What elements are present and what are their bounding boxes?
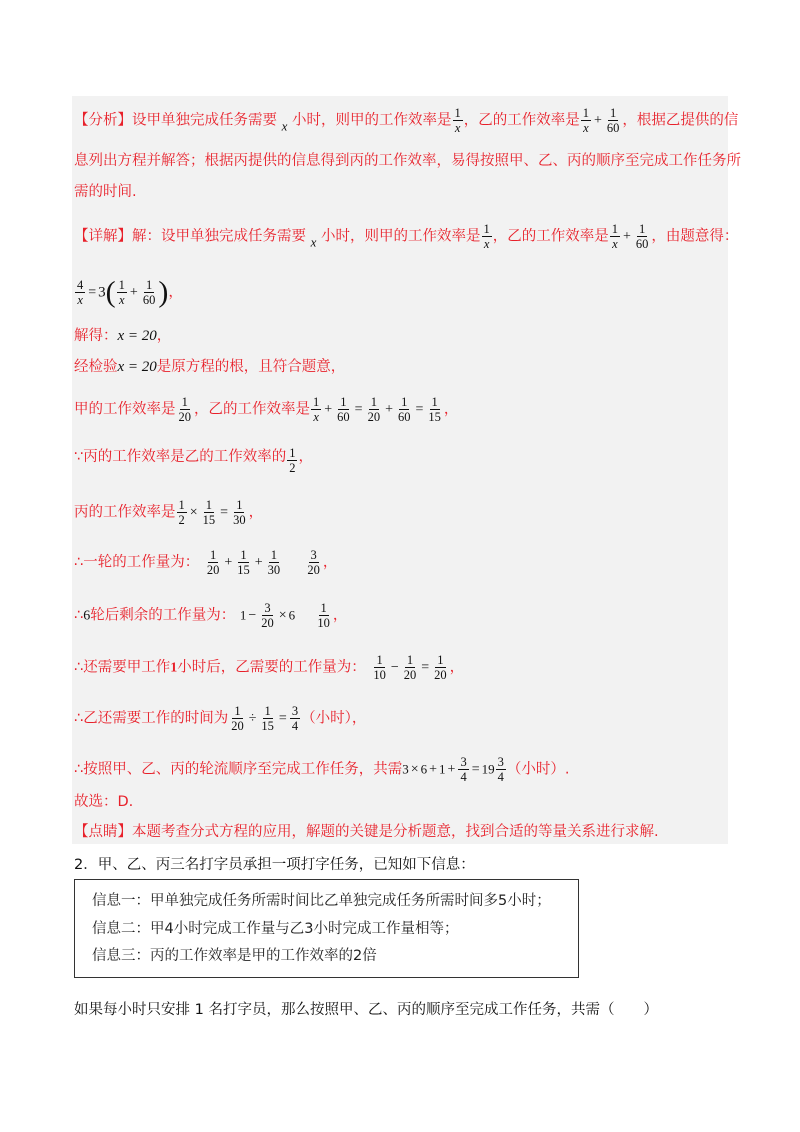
detail-text: ，由题意得： [651,228,739,245]
six-rounds-line: ∴6轮后剩余的工作量为： 1 − $\frac{3}{20}$ × 6 $\frac{1}{10}$ ， [74,601,348,630]
info-3: 信息三：丙的工作效率是甲的工作效率的2倍 [92,948,377,964]
analysis-text: 设甲单独完成任务需要 [132,112,277,129]
need-text: ∴还需要甲工作 [74,659,171,676]
fraction-1-over-x: $\frac{1}{x}$ [454,106,461,135]
round-line: ∴一轮的工作量为： $\frac{1}{20}$ + $\frac{1}{15}$ + $\frac{1}{30}$ $\frac{3}{20}$ ， [74,548,338,577]
because-text: ∵丙的工作效率是乙的工作效率的 [74,449,287,465]
six: 6 [83,608,91,624]
fraction-1-over-60: $\frac{1}{60}$ [142,278,156,307]
detail-line-1: 【详解】解：设甲单独完成任务需要 x 小时，则甲的工作效率是 $\frac{1}{x}$ ，乙的工作效率是 $\frac{1}{x}$ + $\frac{1}{60}$ ，由题意得： [74,222,739,251]
fraction-1-over-15: $\frac{1}{15}$ [428,395,441,424]
total-text: ∴按照甲、乙、丙的轮流顺序至完成工作任务，共需 [74,761,403,778]
solve-line [74,326,171,346]
point-line [74,822,659,842]
fraction-3-over-4: $\frac{3}{4}$ [291,704,299,733]
analysis-line-2: 息列出方程并解答；根据丙提供的信息得到丙的工作效率，易得按照甲、乙、丙的顺序至完成工作任务所 [74,153,741,169]
var-x: x [281,118,288,134]
fraction-1-over-20: $\frac{1}{20}$ [231,704,244,733]
fraction-1-over-x: $\frac{1}{x}$ [611,222,618,251]
check-label: 经检验 [74,359,118,375]
because-line [74,446,313,475]
fraction-3-over-20: $\frac{3}{20}$ [261,601,274,630]
fraction-1-over-30: $\frac{1}{30}$ [267,548,281,577]
fraction-1-over-x: $\frac{1}{x}$ [118,278,125,307]
six-text: 轮后剩余的工作量为： [90,607,236,624]
comma: ， [322,554,338,571]
point-tag: 【点睛】 [74,824,132,840]
comma: ， [156,328,172,344]
fraction-1-over-60: $\frac{1}{60}$ [606,106,620,135]
analysis-text: 小时，则甲的工作效率是 [292,112,452,129]
one-hour: 1 [170,660,178,676]
fraction-1-over-60: $\frac{1}{60}$ [397,395,411,424]
comma: ， [449,659,465,676]
fraction-1-over-2: $\frac{1}{2}$ [289,446,296,475]
fraction-1-over-60: $\frac{1}{60}$ [337,395,350,424]
analysis-line-3: 需的时间. [74,184,137,200]
solution-x: x = 20 [117,359,157,375]
fraction-1-over-15: $\frac{1}{15}$ [261,704,274,733]
fraction-1-over-60: $\frac{1}{60}$ [635,222,649,251]
check-line [74,357,345,377]
question-2-ask: 如果每小时只安排 1 名打字员，那么按照甲、乙、丙的顺序至完成工作任务，共需（ ） [74,1002,658,1018]
analysis-text: ，乙的工作效率是 [463,112,580,129]
check-text: 是原方程的根，且符合题意， [156,359,346,375]
fraction-3-over-4: $\frac{3}{4}$ [460,755,467,784]
fraction-1-over-x: $\frac{1}{x}$ [483,222,490,251]
need-text: 小时后，乙需要的工作量为： [177,659,366,676]
analysis-tag: 【分析】 [74,112,132,129]
info-box [74,879,579,978]
fraction-1-over-10: $\frac{1}{10}$ [373,653,386,682]
fraction-4-over-x: $\frac{4}{x}$ [77,278,84,307]
detail-text: 解：设甲单独完成任务需要 [132,228,306,245]
var-x: x [310,234,317,250]
detail-tag: 【详解】 [74,228,132,245]
fraction-1-over-x: $\frac{1}{x}$ [582,106,589,135]
comma: ， [443,401,459,418]
fraction-1-over-20: $\frac{1}{20}$ [434,653,447,682]
bing-line: 丙的工作效率是 $\frac{1}{2}$ × $\frac{1}{15}$ = $\frac{1}{30}$ ， [74,498,264,527]
analysis-text: ，根据乙提供的信 [622,112,739,129]
need-line: ∴还需要甲工作1小时后，乙需要的工作量为： $\frac{1}{10}$ − $\frac{1}{20}$ = $\frac{1}{20}$ ， [74,653,465,682]
fraction-1-over-20: $\frac{1}{20}$ [367,395,381,424]
fraction-1-over-20: $\frac{1}{20}$ [178,395,191,424]
yi-text: ∴乙还需要工作的时间为 [74,710,229,727]
equation-line: $\frac{4}{x}$ = 3( $\frac{1}{x}$ + $\frac{1}{60}$ )， [77,275,183,309]
eff-text: ，乙的工作效率是 [194,401,310,418]
info-2: 信息二：甲4小时完成工作量与乙3小时完成工作量相等； [92,921,459,937]
fraction-1-over-20: $\frac{1}{20}$ [403,653,417,682]
fraction-1-over-10: $\frac{1}{10}$ [317,601,330,630]
fraction-1-over-x: $\frac{1}{x}$ [313,395,320,424]
fraction-1-over-20: $\frac{1}{20}$ [206,548,220,577]
total-line: ∴按照甲、乙、丙的轮流顺序至完成工作任务，共需3 × 6 + 1 + $\frac{3}{4}$ = 19 $\frac{3}{4}$ （小时）. [74,755,570,784]
efficiency-line: 甲的工作效率是 $\frac{1}{20}$ ，乙的工作效率是 $\frac{1}{x}$ + $\frac{1}{60}$ = $\frac{1}{20}$ + $\frac{1}{60}$ = $\frac{1}{15}$ ， [74,395,459,424]
comma: ， [168,284,183,301]
fraction-3-over-20: $\frac{3}{20}$ [307,548,320,577]
solution-x: x = 20 [117,328,157,344]
fraction-1-over-30: $\frac{1}{30}$ [233,498,246,527]
detail-text: 小时，则甲的工作效率是 [321,228,481,245]
choose-line: 故选：D. [74,794,134,810]
question-2-title: 2．甲、乙、丙三名打字员承担一项打字任务，已知如下信息： [74,857,475,873]
eff-text: 甲的工作效率是 [74,401,176,418]
fraction-1-over-15: $\frac{1}{15}$ [237,548,250,577]
total-text: （小时）. [506,761,570,778]
therefore: ∴ [74,607,84,624]
point-text: 本题考查分式方程的应用，解题的关键是分析题意，找到合适的等量关系进行求解. [132,824,659,840]
comma: ， [332,607,348,624]
fraction-1-over-2: $\frac{1}{2}$ [178,498,185,527]
solve-label: 解得： [74,328,118,344]
comma: ， [298,449,313,465]
info-1: 信息一：甲单独完成任务所需时间比乙单独完成任务所需时间多5小时； [92,893,551,909]
detail-text: ，乙的工作效率是 [492,228,609,245]
round-text: ∴一轮的工作量为： [74,554,200,571]
bing-text: 丙的工作效率是 [74,504,176,521]
yi-text: （小时）， [301,710,367,727]
analysis-line-1: 【分析】设甲单独完成任务需要 x 小时，则甲的工作效率是 $\frac{1}{x}$ ，乙的工作效率是 $\frac{1}{x}$ + $\frac{1}{60}$ ，根据乙提供的信 [74,106,739,135]
yi-time-line: ∴乙还需要工作的时间为 $\frac{1}{20}$ ÷ $\frac{1}{15}$ = $\frac{3}{4}$ （小时）， [74,704,367,733]
fraction-1-over-15: $\frac{1}{15}$ [202,498,216,527]
fraction-3-over-4: $\frac{3}{4}$ [497,755,504,784]
comma: ， [248,504,264,521]
